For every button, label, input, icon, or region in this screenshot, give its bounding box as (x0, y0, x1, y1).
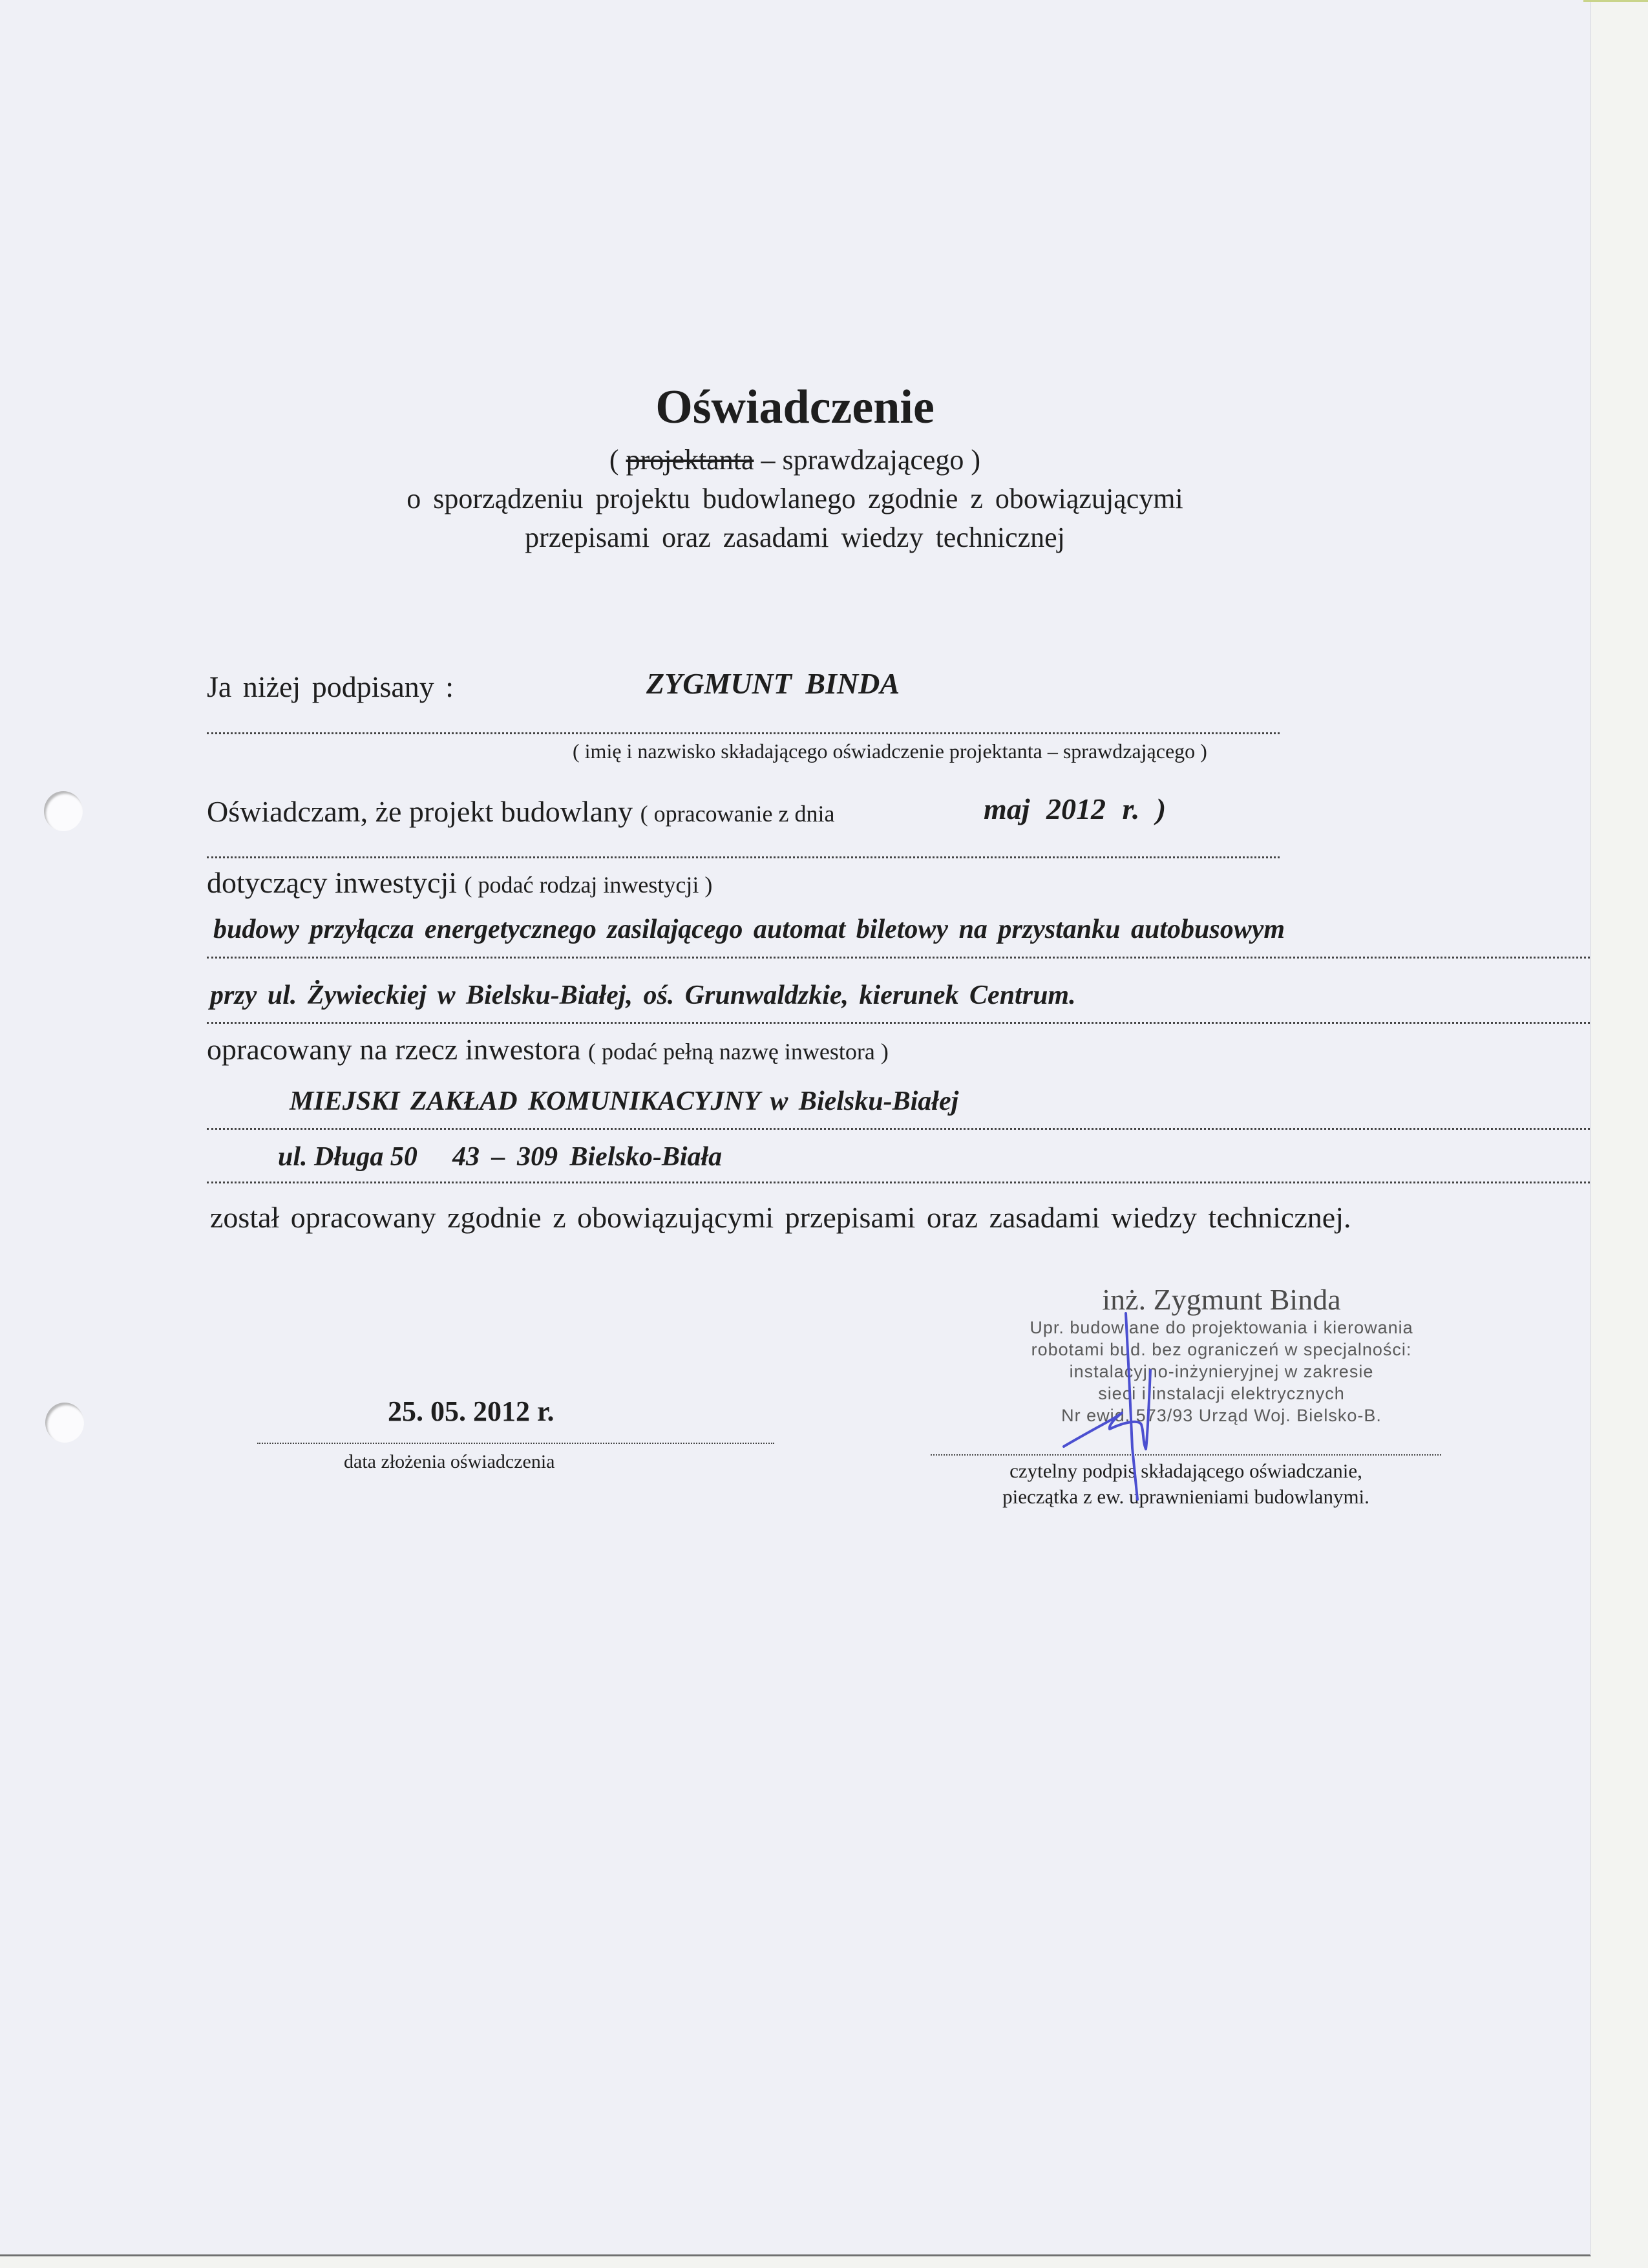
document-subtitle-2: przepisami oraz zasadami wiedzy technicznej (525, 522, 1065, 553)
investor-statement (207, 1032, 889, 1070)
investment-label: dotyczący inwestycji (207, 866, 458, 899)
signature-caption-1: czytelny podpis składającego oświadczanie, (1009, 1459, 1362, 1482)
stamp-name: inż. Zygmunt Binda (1102, 1283, 1341, 1316)
scan-edge-line (1583, 0, 1648, 2)
declarant-label: Ja niżej podpisany : (207, 670, 454, 703)
investment-statement (207, 865, 712, 903)
declaration-date[interactable]: 25. 05. 2012 r. (388, 1395, 555, 1427)
project-hint: ( opracowanie z dnia (640, 801, 835, 827)
stamp-line-2: robotami bud. bez ograniczeń w specjalności: (1031, 1340, 1412, 1359)
investment-description-1[interactable]: budowy przyłącza energetycznego zasilającego automat biletowy na przystanku autobusowym (213, 915, 1285, 944)
signature-caption-2: pieczątka z ew. uprawnieniami budowlanymi. (1002, 1485, 1369, 1508)
declarant-hint: ( imię i nazwisko składającego oświadczenie projektanta – sprawdzającego ) (573, 739, 1207, 763)
investment-description-2[interactable]: przy ul. Żywieckiej w Bielsku-Białej, oś. Grunwaldzkie, kierunek Centrum. (210, 980, 1076, 1010)
date-caption: data złożenia oświadczenia (344, 1451, 555, 1472)
declarant-dotted-line (207, 732, 1280, 734)
investor-name[interactable]: MIEJSKI ZAKŁAD KOMUNIKACYJNY w Bielsku-Białej (290, 1086, 959, 1116)
document-role (0, 443, 1590, 477)
handwritten-signature (969, 1280, 1486, 1525)
stamp-line-5: Nr ewid. 573/93 Urząd Woj. Bielsko-B. (1061, 1406, 1382, 1425)
document-subtitle-1: o sporządzeniu projektu budowlanego zgodnie z obowiązującymi (407, 483, 1183, 514)
role-rest: – sprawdzającego ) (754, 444, 981, 476)
date-dotted-line (257, 1443, 774, 1444)
investor-hint: ( podać pełną nazwę inwestora ) (588, 1039, 889, 1065)
document-title: Oświadczenie (655, 381, 935, 434)
investment-dotted-line-1 (207, 957, 1590, 959)
stamp-line-1: Upr. budowlane do projektowania i kierowania (1030, 1318, 1413, 1337)
conclusion-text: został opracowany zgodnie z obowiązującymi przepisami oraz zasadami wiedzy technicznej. (210, 1201, 1351, 1234)
role-struck: projektanta (626, 444, 754, 476)
project-statement (207, 794, 834, 832)
stamp-line-3: instalacyjno-inżynieryjnej w zakresie (1069, 1362, 1374, 1381)
investor-street[interactable]: ul. Długa 50 (278, 1142, 417, 1172)
investment-hint: ( podać rodzaj inwestycji ) (464, 872, 713, 898)
investor-dotted-line-2 (207, 1182, 1590, 1183)
punch-hole-icon (44, 791, 83, 831)
investor-dotted-line-1 (207, 1128, 1590, 1130)
project-dotted-line (207, 856, 1280, 858)
punch-hole-icon (45, 1403, 84, 1443)
role-open: ( (609, 444, 626, 476)
investor-city[interactable]: 43 – 309 Bielsko-Biała (452, 1142, 723, 1172)
investment-dotted-line-2 (207, 1022, 1590, 1024)
declarant-name[interactable]: ZYGMUNT BINDA (646, 667, 900, 700)
project-date[interactable]: maj 2012 r. ) (984, 792, 1167, 825)
stamp-line-4: sieci i instalacji elektrycznych (1098, 1384, 1345, 1403)
investor-label: opracowany na rzecz inwestora (207, 1033, 581, 1066)
project-label: Oświadczam, że projekt budowlany (207, 795, 633, 828)
